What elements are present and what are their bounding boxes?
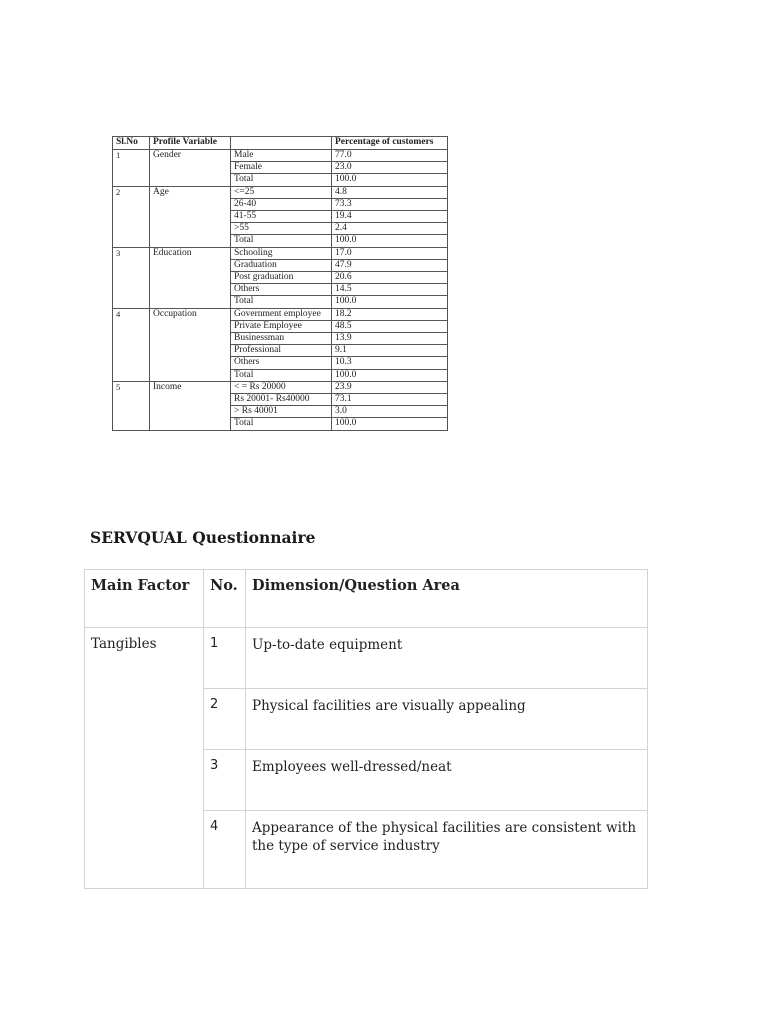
header-category [231,137,332,150]
category-value: 19.4 [332,211,448,223]
header-percentage: Percentage of customers [332,137,448,150]
category-value: 77.0 [332,150,448,162]
question-number: 4 [204,811,246,889]
table-row [113,381,448,393]
factor-tangibles: Tangibles [85,628,204,889]
category-label: Businessman [231,333,332,345]
header-main-factor: Main Factor [85,570,204,628]
category-label: >55 [231,223,332,235]
header-profile-variable: Profile Variable [150,137,231,150]
category-label: Total [231,235,332,247]
category-label: Others [231,357,332,369]
category-value: 100.0 [332,418,448,430]
question-number: 3 [204,750,246,811]
question-number: 2 [204,689,246,750]
profile-header-row [113,137,448,150]
customer-profile-table [112,136,447,431]
category-value: 73.1 [332,394,448,406]
group-number: 5 [113,381,150,430]
group-number: 1 [113,150,150,187]
category-value: 14.5 [332,284,448,296]
category-value: 100.0 [332,369,448,381]
category-value: 23.0 [332,162,448,174]
category-label: 41-55 [231,211,332,223]
question-text: Appearance of the physical facilities are consistent with the type of service industry [246,811,648,889]
category-value: 9.1 [332,345,448,357]
category-label: Government employee [231,308,332,320]
category-value: 13.9 [332,333,448,345]
category-label: Total [231,369,332,381]
group-variable: Occupation [150,308,231,381]
servqual-table-wrap [84,569,647,887]
category-label: Post graduation [231,272,332,284]
category-value: 100.0 [332,174,448,186]
table-row [85,628,648,689]
category-value: 4.8 [332,186,448,198]
category-value: 48.5 [332,320,448,332]
category-label: 26-40 [231,198,332,210]
table-row [113,247,448,259]
category-value: 23.9 [332,381,448,393]
category-value: 2.4 [332,223,448,235]
category-value: 10.3 [332,357,448,369]
category-label: Private Employee [231,320,332,332]
category-label: Total [231,296,332,308]
category-label: < = Rs 20000 [231,381,332,393]
category-label: Male [231,150,332,162]
category-value: 100.0 [332,235,448,247]
group-number: 3 [113,247,150,308]
group-variable: Age [150,186,231,247]
table-row [113,150,448,162]
category-value: 17.0 [332,247,448,259]
question-text: Employees well-dressed/neat [246,750,648,811]
profile-table [112,136,448,431]
group-number: 4 [113,308,150,381]
question-number: 1 [204,628,246,689]
category-label: <=25 [231,186,332,198]
group-variable: Income [150,381,231,430]
category-value: 3.0 [332,406,448,418]
category-label: Total [231,174,332,186]
category-label: Others [231,284,332,296]
category-label: > Rs 40001 [231,406,332,418]
category-label: Schooling [231,247,332,259]
category-value: 47.9 [332,259,448,271]
header-no: No. [204,570,246,628]
category-value: 73.3 [332,198,448,210]
table-row [113,186,448,198]
table-row [113,308,448,320]
category-label: Female [231,162,332,174]
category-value: 20.6 [332,272,448,284]
question-text: Up-to-date equipment [246,628,648,689]
group-variable: Gender [150,150,231,187]
group-variable: Education [150,247,231,308]
category-label: Total [231,418,332,430]
category-label: Graduation [231,259,332,271]
header-sl-no: Sl.No [113,137,150,150]
category-label: Professional [231,345,332,357]
servqual-header-row [85,570,648,628]
group-number: 2 [113,186,150,247]
servqual-table [84,569,648,889]
question-text: Physical facilities are visually appealing [246,689,648,750]
servqual-title: SERVQUAL Questionnaire [90,528,316,547]
category-value: 18.2 [332,308,448,320]
category-label: Rs 20001- Rs40000 [231,394,332,406]
category-value: 100.0 [332,296,448,308]
header-dimension: Dimension/Question Area [246,570,648,628]
